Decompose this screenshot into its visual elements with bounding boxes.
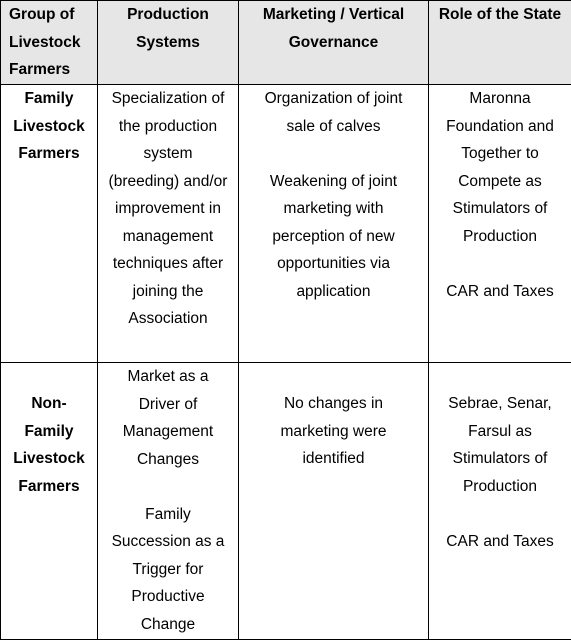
group-cell-family: Family Livestock Farmers [1, 85, 98, 363]
table-row-family [1, 85, 571, 363]
state-cell-family: Maronna Foundation and Together to Compete as Stimulators of Production CAR and Taxes [429, 85, 571, 363]
marketing-cell-non-family: No changes in marketing were identified [239, 363, 429, 640]
state-cell-non-family: Sebrae, Senar, Farsul as Stimulators of Production CAR and Taxes [429, 363, 571, 640]
group-cell-non-family: Non- Family Livestock Farmers [1, 363, 98, 640]
header-row [1, 1, 571, 85]
marketing-cell-family: Organization of joint sale of calves Weakening of joint marketing with perception of new opportunities via application [239, 85, 429, 363]
header-state: Role of the State [429, 1, 571, 85]
header-production: Production Systems [98, 1, 239, 85]
header-group: Group of Livestock Farmers [1, 1, 98, 85]
header-marketing: Marketing / Vertical Governance [239, 1, 429, 85]
production-cell-non-family: Market as a Driver of Management Changes Family Succession as a Trigger for Productive Change [98, 363, 239, 640]
production-cell-family: Specialization of the production system (breeding) and/or improvement in management techniques after joining the Association [98, 85, 239, 363]
table-row-non-family [1, 363, 571, 640]
